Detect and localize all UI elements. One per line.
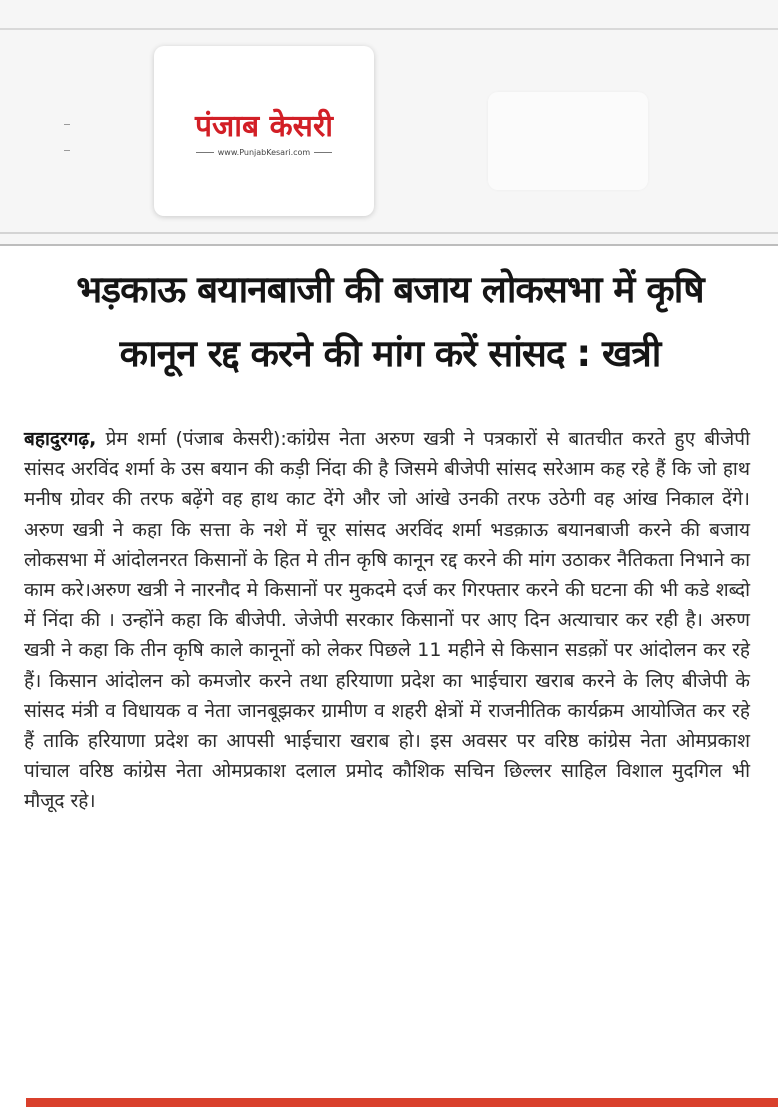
faint-mark-lower — [64, 150, 70, 151]
article-headline — [20, 258, 760, 386]
newspaper-logo-card — [154, 46, 374, 216]
newspaper-logo-url: www.PunjabKesari.com — [154, 148, 374, 157]
article-text: प्रेम शर्मा (पंजाब केसरी):कांग्रेस नेता अरुण खत्री ने पत्रकारों से बातचीत करते हुए बीजेपी सांसद अरविंद शर्मा के उस बयान की कड़ी निंदा की है जिसमे बीजेपी सांसद सरेआम कह रहे हैं कि जो हाथ मनीष ग्रोवर की तरफ बढ़ेंगे वह हाथ काट देंगे और जो आंखे उनकी तरफ उठेगी वह आंख निकाल देंगे। अरुण खत्री ने कहा कि सत्ता के नशे में चूर सांसद अरविंद शर्मा भडक़ाऊ बयानबाजी करने की बजाय लोकसभा में आंदोलनरत किसानों के हित मे तीन कृषि कानून रद्द करने की मांग उठाकर नैतिकता निभाने का काम करे।अरुण खत्री ने नारनौद मे किसानों पर मुकदमे दर्ज कर गिरफ्तार करने की घटना की भी कडे शब्दो में निंदा की । उन्होंने कहा कि बीजेपी. जेजेपी सरकार किसानों पर आए दिन अत्याचार कर रही है। अरुण खत्री ने कहा कि तीन कृषि काले कानूनों को लेकर पिछले 11 महीने से किसान सडक़ों पर आंदोलन कर रहे हैं। किसान आंदोलन को कमजोर करने तथा हरियाणा प्रदेश का भाईचारा खराब करने के लिए बीजेपी के सांसद मंत्री व विधायक व नेता जानबूझकर ग्रामीण व शहरी क्षेत्रों में राजनीतिक कार्यक्रम आयोजित कर रहे हैं ताकि हरियाणा प्रदेश का आपसी भाईचारा खराब हो। इस अवसर पर वरिष्ठ कांग्रेस नेता ओमप्रकाश पांचाल वरिष्ठ कांग्रेस नेता ओमप्रकाश दलाल प्रमोद कौशिक सचिन छिल्लर साहिल विशाल मुदगिल भी मौजूद रहे। — [24, 428, 750, 813]
top-divider — [0, 28, 778, 30]
newspaper-logo-name: पंजाब केसरी — [194, 109, 333, 144]
section-divider-lower — [0, 244, 778, 246]
headline-line-2: कानून रद्द करने की मांग करें सांसद : खत्री — [119, 332, 661, 375]
article-body — [24, 424, 750, 817]
headline-line-1: भड़काऊ बयानबाजी की बजाय लोकसभा में कृषि — [76, 268, 704, 311]
bottom-accent-bar — [26, 1098, 778, 1107]
section-divider-upper — [0, 232, 778, 234]
article-dateline: बहादुरगढ़, — [24, 428, 97, 450]
faded-card — [488, 92, 648, 190]
faint-mark-upper — [64, 124, 70, 125]
masthead-strip — [0, 0, 778, 246]
